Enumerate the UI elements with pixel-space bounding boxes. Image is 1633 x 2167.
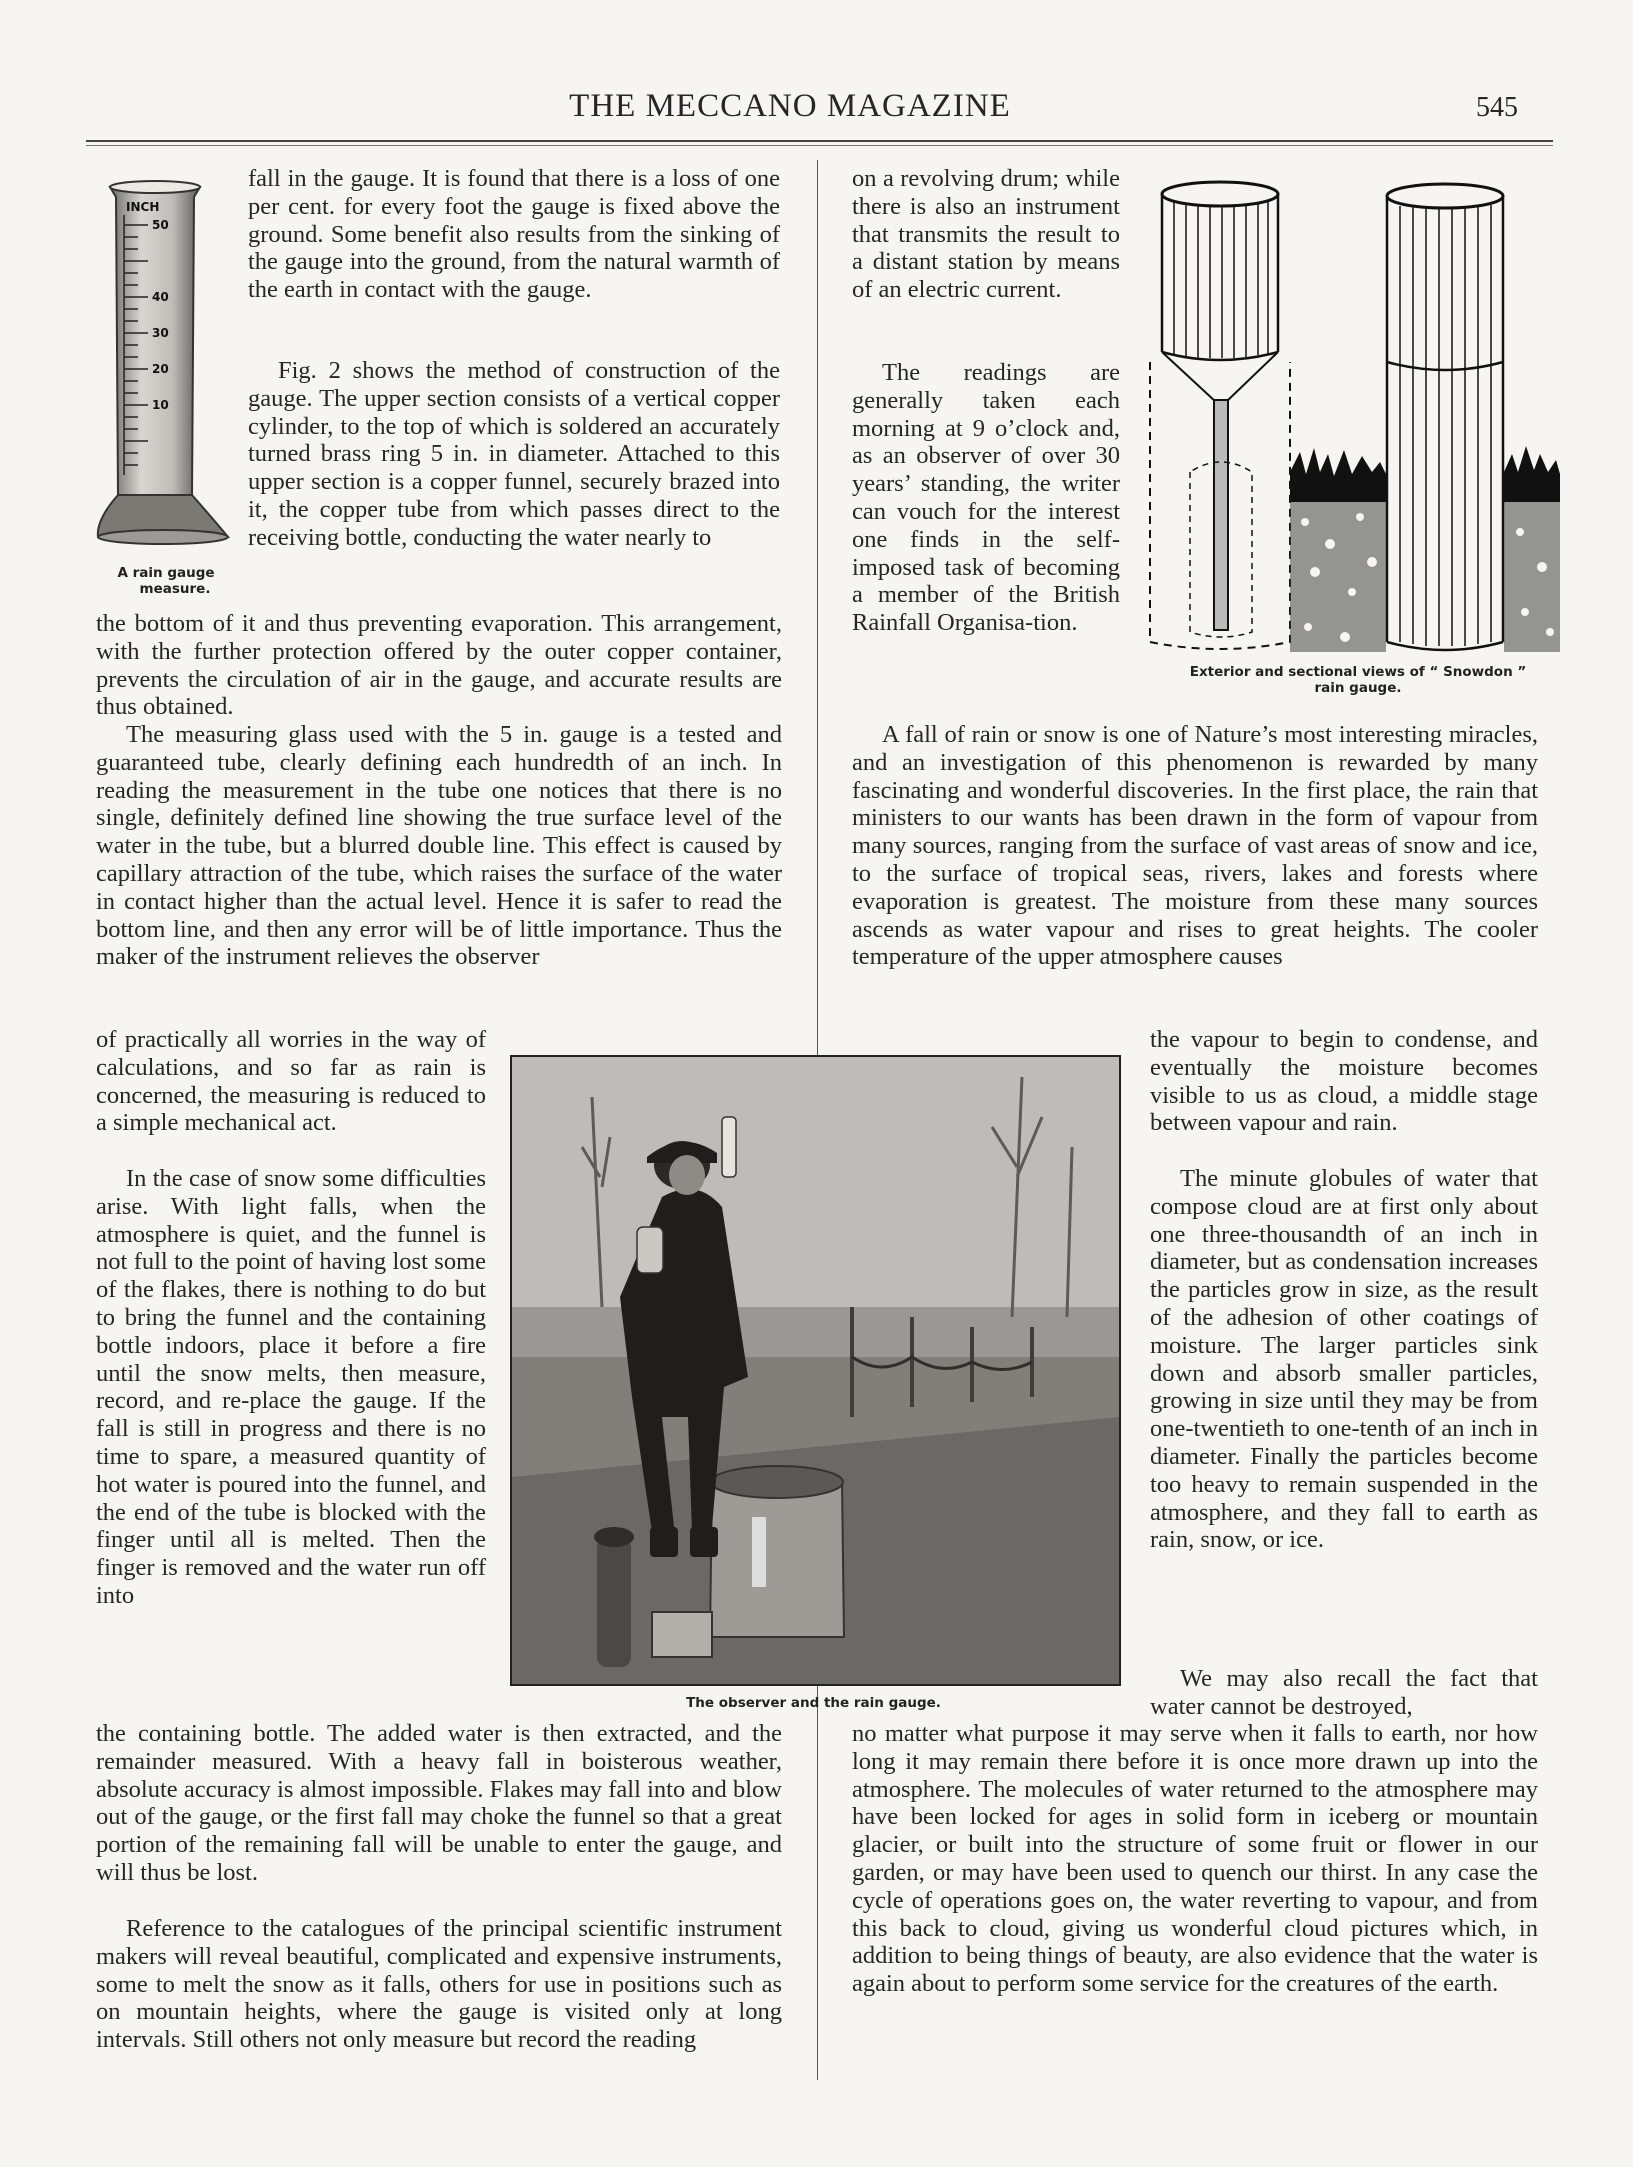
snowdon-caption-line: rain gauge. bbox=[1314, 680, 1402, 696]
left-paragraph-5: Reference to the catalogues of the principal scientific instrument makers will reveal beautiful, complicated and expensive instruments, some to melt the snow as it falls, others for use in positions such as on mountain heights, where the gauge is visited only at long intervals. Still others not only measure but record the reading bbox=[96, 1915, 782, 2054]
right-paragraph-3b: the vapour to begin to condense, and eventually the moisture becomes visible to us as cloud, a middle stage between vapour and rain. bbox=[1150, 1026, 1538, 1137]
right-paragraph-5a: We may also recall the fact that water cannot be destroyed, bbox=[1150, 1665, 1538, 1720]
left-paragraph-3b: of practically all worries in the way of calculations, and so far as rain is concerned, the measuring is reduced to a simple mechanical act. bbox=[96, 1026, 486, 1137]
glass-mark: 10 bbox=[152, 398, 169, 412]
left-paragraph-2b: the bottom of it and thus preventing evaporation. This arrangement, with the further protection offered by the outer copper container, prevents the circulation of air in the gauge, and accurate results are thus obtained. bbox=[96, 610, 782, 721]
left-paragraph-4b: the containing bottle. The added water is then extracted, and the remainder measured. With a heavy fall in boisterous weather, absolute accuracy is almost impossible. Flakes may fall into and blow out of the gauge, or the first fall may choke the funnel so that a great portion of the remaining fall will be unable to enter the gauge, and will thus be lost. bbox=[96, 1720, 782, 1886]
page-number: 545 bbox=[1476, 92, 1518, 123]
header-rule bbox=[86, 140, 1553, 142]
observer-photo-scene bbox=[512, 1057, 1119, 1684]
measuring-glass-illustration bbox=[88, 175, 248, 555]
glass-mark: 40 bbox=[152, 290, 169, 304]
snowdon-gauge-illustration bbox=[1140, 172, 1560, 662]
glass-mark: 30 bbox=[152, 326, 169, 340]
photo-caption: The observer and the rain gauge. bbox=[686, 1695, 941, 1711]
right-paragraph-1: on a revolving drum; while there is also an instrument that transmits the result to a distant station by means of an electric current. bbox=[852, 165, 1120, 304]
right-paragraph-4: The minute globules of water that compose cloud are at first only about one three-thousandth of an inch in diameter, but as condensation increases the particles grow in size, as the result of the adhesion of other coatings of moisture. The larger particles sink down and absorb smaller particles, growing in size until they may be from one-twentieth to one-tenth of an inch in diameter. Finally the particles become too heavy to remain suspended in the atmosphere, and they fall to earth as rain, snow, or ice. bbox=[1150, 1165, 1538, 1554]
measure-caption-line: A rain gauge bbox=[117, 565, 215, 581]
left-paragraph-2a: Fig. 2 shows the method of construction of the gauge. The upper section consists of a vertical copper cylinder, to the top of which is soldered an accurately turned brass ring 5 in. in diameter. Attached to this upper section is a copper funnel, securely brazed into it, the copper tube from which passes direct to the receiving bottle, conducting the water nearly to bbox=[248, 357, 780, 551]
left-paragraph-1: fall in the gauge. It is found that there is a loss of one per cent. for every foot the gauge is fixed above the ground. Some benefit also results from the sinking of the gauge into the ground, from the natural warmth of the earth in contact with the gauge. bbox=[248, 165, 780, 304]
left-paragraph-3a: The measuring glass used with the 5 in. gauge is a tested and guaranteed tube, clearly defining each hundredth of an inch. In reading the measurement in the tube one notices that there is no single, definitely defined line showing the true surface level of the water in the tube, but a blurred double line. This effect is caused by capillary attraction of the tube, which raises the surface of the water in contact higher than the actual level. Hence it is safer to read the bottom line, and then any error will be of little importance. Thus the maker of the instrument relieves the observer bbox=[96, 721, 782, 971]
glass-mark: 50 bbox=[152, 218, 169, 232]
snowdon-caption-line: Exterior and sectional views of “ Snowdon ” bbox=[1189, 664, 1527, 680]
left-paragraph-4a: In the case of snow some difficulties arise. With light falls, when the atmosphere is quiet, and the funnel is not full to the point of having lost some of the flakes, there is nothing to do but to bring the funnel and the containing bottle indoors, place it before a fire until the snow melts, then measure, record, and re-place the gauge. If the fall is still in progress and there is no time to spare, a measured quantity of hot water is poured into the funnel, and the end of the tube is blocked with the finger until all is melted. Then the finger is removed and the water run off into bbox=[96, 1165, 486, 1609]
right-paragraph-3a: A fall of rain or snow is one of Nature’s most interesting miracles, and an investigation of this phenomenon is rewarded by many fascinating and wonderful discoveries. In the first place, the rain that ministers to our wants has been drawn in the form of vapour from many sources, ranging from the surface of vast areas of snow and ice, to the surface of tropical seas, rivers, lakes and forests where evaporation is greatest. The moisture from these many sources ascends as water vapour and rises to great heights. The cooler temperature of the upper atmosphere causes bbox=[852, 721, 1538, 971]
right-paragraph-5b: no matter what purpose it may serve when it falls to earth, nor how long it may remain there before it is once more drawn up into the atmosphere. The molecules of water returned to the atmosphere may have been locked for ages in solid form in iceberg or mountain glacier, or built into the structure of some fruit or flower in our garden, or may have been used to quench our thirst. In any case the cycle of operations goes on, the water reverting to vapour, and from this back to cloud, giving us wonderful cloud pictures which, in addition to being things of beauty, are also evidence that the water is again about to perform some service for the creatures of the earth. bbox=[852, 1720, 1538, 1998]
right-paragraph-2: The readings are generally taken each morning at 9 o’clock and, as an observer of over 30 years’ standing, the writer can vouch for the interest one finds in the self-imposed task of becoming a member of the British Rainfall Organisa-tion. bbox=[852, 359, 1120, 637]
observer-photo bbox=[510, 1055, 1121, 1686]
measure-caption-line: measure. bbox=[139, 581, 211, 597]
glass-mark: 20 bbox=[152, 362, 169, 376]
measure-caption bbox=[96, 565, 236, 597]
header-rule-thin bbox=[86, 145, 1553, 146]
glass-mark: INCH bbox=[126, 200, 160, 214]
magazine-title: THE MECCANO MAGAZINE bbox=[569, 88, 1011, 124]
snowdon-caption bbox=[1128, 664, 1588, 696]
